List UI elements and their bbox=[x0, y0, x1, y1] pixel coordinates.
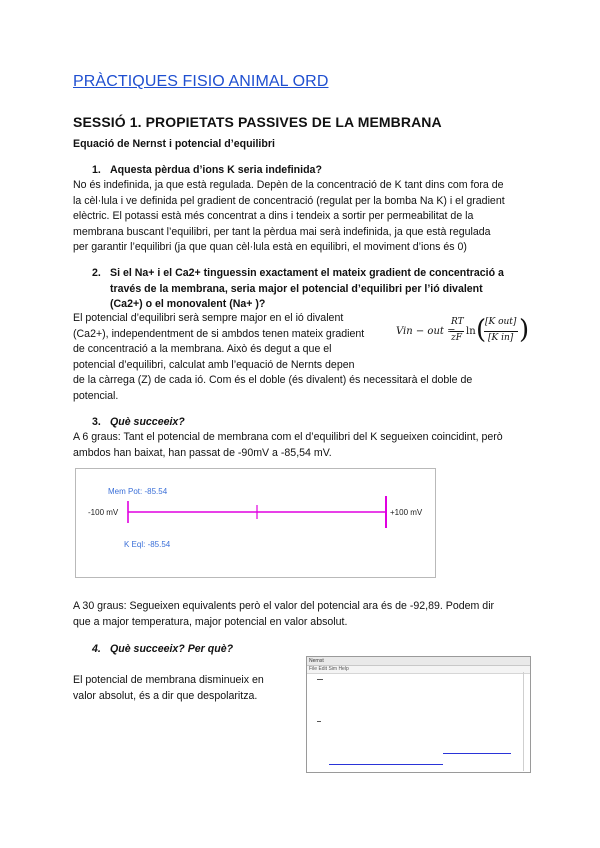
screenshot-scrollbar bbox=[523, 672, 524, 771]
question-1 bbox=[92, 164, 322, 176]
equation-lhs: Vin − out = bbox=[396, 326, 456, 337]
answer-line: potencial. bbox=[73, 389, 119, 402]
k-equil-label: K Eql: -85.54 bbox=[124, 540, 171, 549]
simulator-screenshot bbox=[306, 656, 531, 773]
mem-pot-label: Mem Pot: -85.54 bbox=[108, 487, 168, 496]
potential-chart-svg bbox=[76, 469, 435, 577]
equation-denominator: zF bbox=[451, 333, 462, 343]
nernst-equation: Vin − out = RT zF ln ( [K out] [K in] ) bbox=[396, 315, 530, 345]
screenshot-line-upper bbox=[443, 753, 511, 754]
equation-frac-top: [K out] bbox=[485, 317, 517, 327]
question-number: 3. bbox=[92, 416, 101, 428]
question-text: (Ca2+) o el monovalent (Na+ )? bbox=[110, 298, 266, 311]
question-2 bbox=[92, 266, 504, 313]
answer-line: (Ca2+), independentment de si ambdos tenen mateix gradient bbox=[73, 327, 365, 340]
answer-line: El potencial de membrana disminueix en bbox=[73, 674, 264, 686]
question-number: 1. bbox=[92, 164, 101, 176]
answer-line: valor absolut, és a dir que despolaritza. bbox=[73, 689, 258, 702]
answer-line: per garantir l’equilibri (ja que quan cèl·lula està en equilibri, el moviment d’ions és 0) bbox=[73, 241, 467, 254]
screenshot-mark bbox=[317, 679, 323, 680]
question-text: Aquesta pèrdua d’ions K seria indefinida? bbox=[110, 164, 322, 176]
question-number: 2. bbox=[92, 267, 101, 279]
question-text: través de la membrana, seria major el potencial d’equilibri per l’ió divalent bbox=[110, 282, 483, 295]
question-4 bbox=[92, 643, 233, 655]
session-heading: SESSIÓ 1. PROPIETATS PASSIVES DE LA MEMBRANA bbox=[73, 114, 442, 130]
screenshot-titlebar bbox=[307, 657, 530, 666]
paragraph-line: A 30 graus: Segueixen equivalents però el valor del potencial ara és de -92,89. Podem dir bbox=[73, 600, 495, 612]
answer-line: A 6 graus: Tant el potencial de membrana com el d’equilibri del K segueixen coincidint, però bbox=[73, 431, 503, 443]
screenshot-line-lower bbox=[329, 764, 443, 765]
question-3 bbox=[92, 416, 185, 428]
answer-line: de concentració a la membrana. Això és degut a que el bbox=[73, 343, 332, 356]
answer-line: potencial d’equilibri, calculat amb l’equació de Nernts depen bbox=[73, 358, 355, 371]
paragraph-line: que a major temperatura, major potencial en valor absolut. bbox=[73, 615, 348, 628]
question-text: Què succeeix? bbox=[110, 416, 185, 428]
answer-4 bbox=[73, 673, 295, 704]
equation-ln: ln bbox=[466, 326, 476, 337]
equation-frac-bottom: [K in] bbox=[488, 333, 514, 343]
answer-line: de la càrrega (Z) de cada ió. Com és el doble (és divalent) és necessitarà el doble de bbox=[73, 374, 473, 386]
answer-line: No és indefinida, ja que està regulada. Depèn de la concentració de K tant dins com fora de bbox=[73, 179, 504, 191]
paragraph-30-degrees bbox=[73, 599, 533, 630]
answer-2-left bbox=[73, 311, 393, 373]
question-number: 4. bbox=[92, 643, 101, 655]
answer-2-full bbox=[73, 373, 533, 404]
answer-line: membrana buscant l’equilibri, per tant la pèrdua mai serà indefinida, ja que està regulada bbox=[73, 225, 491, 238]
question-text: Què succeeix? Per què? bbox=[110, 643, 234, 655]
answer-3 bbox=[73, 430, 533, 461]
answer-1 bbox=[73, 178, 533, 256]
axis-max-label: +100 mV bbox=[390, 508, 423, 517]
answer-line: ambdos han baixat, han passat de -90mV a -85,54 mV. bbox=[73, 446, 332, 459]
equation-numerator: RT bbox=[451, 317, 464, 327]
screenshot-menubar: File Edit Sim Help bbox=[307, 666, 530, 674]
answer-line: elèctric. El potassi està més concentrat a dins i tendeix a sortir per permeabilitat de la bbox=[73, 210, 474, 223]
axis-min-label: -100 mV bbox=[88, 508, 119, 517]
question-text: Si el Na+ i el Ca2+ tinguessin exactament el mateix gradient de concentració a bbox=[110, 267, 504, 279]
answer-line: la cèl·lula i ve definida pel gradient de concentració (regulat per la bomba Na K) i el gradient bbox=[73, 194, 505, 207]
screenshot-title: Nernst bbox=[309, 658, 324, 664]
subheading: Equació de Nernst i potencial d’equilibri bbox=[73, 138, 275, 150]
potential-chart bbox=[75, 468, 436, 578]
screenshot-mark bbox=[317, 721, 321, 722]
document-title: PRÀCTIQUES FISIO ANIMAL ORD bbox=[73, 73, 329, 90]
answer-line: El potencial d’equilibri serà sempre major en el ió divalent bbox=[73, 312, 344, 324]
